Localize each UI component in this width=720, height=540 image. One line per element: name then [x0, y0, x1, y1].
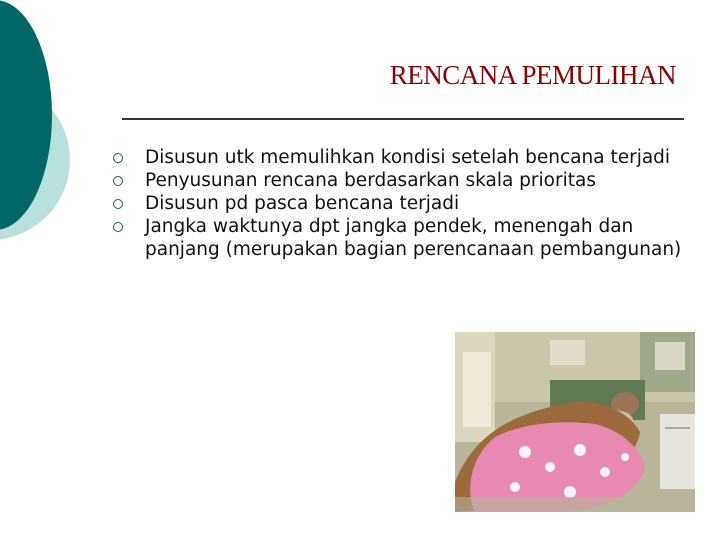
- title-divider: [122, 118, 684, 120]
- bullet-list: [112, 146, 687, 261]
- bullet-item: [112, 169, 687, 192]
- hospital-photo: [455, 332, 695, 512]
- bullet-text: Penyusunan rencana berdasarkan skala prioritas: [145, 170, 596, 191]
- slide-title: RENCANA PEMULIHAN: [389, 60, 676, 90]
- hollow-circle-bullet-icon: [113, 199, 123, 209]
- bullet-item: [112, 192, 687, 215]
- bullet-text: Jangka waktunya dpt jangka pendek, menengah dan panjang (merupakan bagian perencanaan pembangunan): [145, 216, 682, 260]
- decorative-circles: [0, 0, 120, 300]
- bullet-text: Disusun pd pasca bencana terjadi: [145, 193, 460, 214]
- bullet-item: [112, 215, 687, 261]
- hollow-circle-bullet-icon: [113, 176, 123, 186]
- hollow-circle-bullet-icon: [113, 153, 123, 163]
- hollow-circle-bullet-icon: [113, 222, 123, 232]
- bullet-item: [112, 146, 687, 169]
- bullet-text: Disusun utk memulihkan kondisi setelah bencana terjadi: [145, 147, 671, 168]
